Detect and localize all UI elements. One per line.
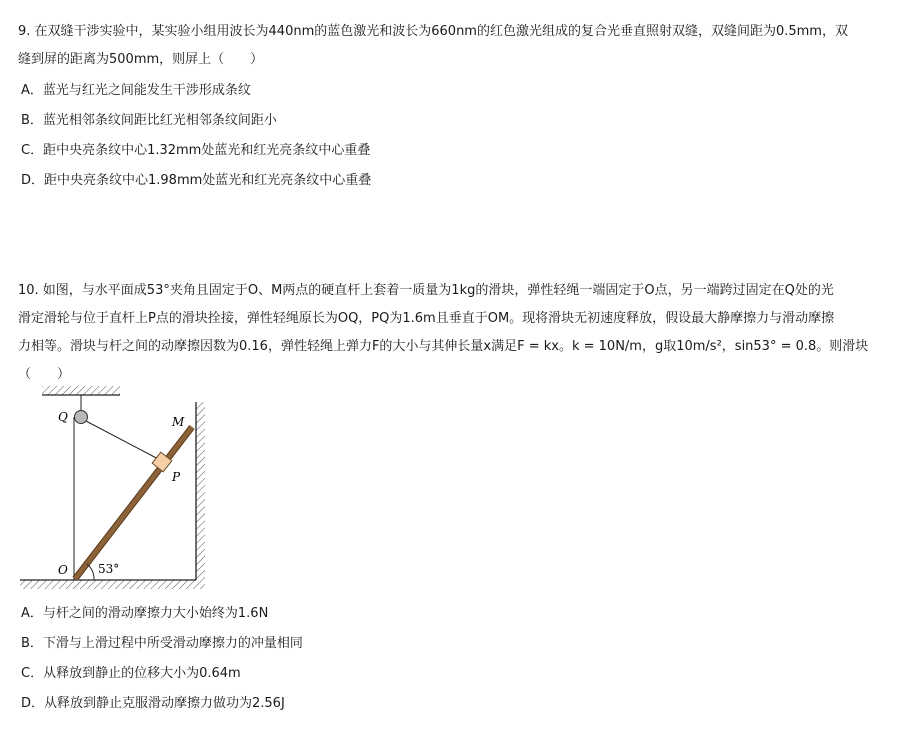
q10-option-c: C．从释放到静止的位移大小为0.64m <box>21 666 241 681</box>
ceiling-hatch <box>42 386 120 395</box>
q10-option-b: B．下滑与上滑过程中所受滑动摩擦力的冲量相同 <box>21 636 303 651</box>
q9-option-b: B．蓝光相邻条纹间距比红光相邻条纹间距小 <box>21 113 277 128</box>
label-p: P <box>172 470 181 484</box>
q10-stem-line-3: 力相等。滑块与杆之间的动摩擦因数为0.16，弹性轻绳上弹力F的大小与其伸长量x满足F = kx。k = 10N/m，g取10m/s²，sin53° = 0.8。则滑块 <box>18 339 869 354</box>
q9-option-d: D．距中央亮条纹中心1.98mm处蓝光和红光亮条纹中心重叠 <box>21 173 372 188</box>
q10-figure <box>18 382 213 594</box>
rope-qp <box>84 420 164 462</box>
label-angle: 53° <box>98 562 120 576</box>
pulley-circle <box>75 411 88 424</box>
q10-stem-line-4: （ ） <box>18 367 71 382</box>
q10-option-a: A．与杆之间的滑动摩擦力大小始终为1.6N <box>21 606 269 621</box>
q9-stem-line-1: 9. 在双缝干涉实验中，某实验小组用波长为440nm的蓝色激光和波长为660nm的红色激光组成的复合光垂直照射双缝，双缝间距为0.5mm，双 <box>18 24 848 39</box>
rod-om-fill <box>75 427 192 579</box>
q9-option-a: A．蓝光与红光之间能发生干涉形成条纹 <box>21 83 251 98</box>
q9-option-c: C．距中央亮条纹中心1.32mm处蓝光和红光亮条纹中心重叠 <box>21 143 371 158</box>
q10-option-d: D．从释放到静止克服滑动摩擦力做功为2.56J <box>21 696 285 711</box>
wall-hatch <box>196 402 205 580</box>
label-q: Q <box>58 410 68 424</box>
label-o: O <box>58 563 68 577</box>
label-m: M <box>172 415 185 429</box>
q9-stem-line-2: 缝到屏的距离为500mm，则屏上（ ） <box>18 52 264 67</box>
q10-stem-line-2: 滑定滑轮与位于直杆上P点的滑块拴接，弹性轻绳原长为OQ，PQ为1.6m且垂直于OM。现将滑块无初速度释放，假设最大静摩擦力与滑动摩擦 <box>18 311 835 326</box>
ground-hatch <box>20 580 205 589</box>
q10-stem-line-1: 10. 如图，与水平面成53°夹角且固定于O、M两点的硬直杆上套着一质量为1kg的滑块，弹性轻绳一端固定于O点，另一端跨过固定在Q处的光 <box>18 283 834 298</box>
